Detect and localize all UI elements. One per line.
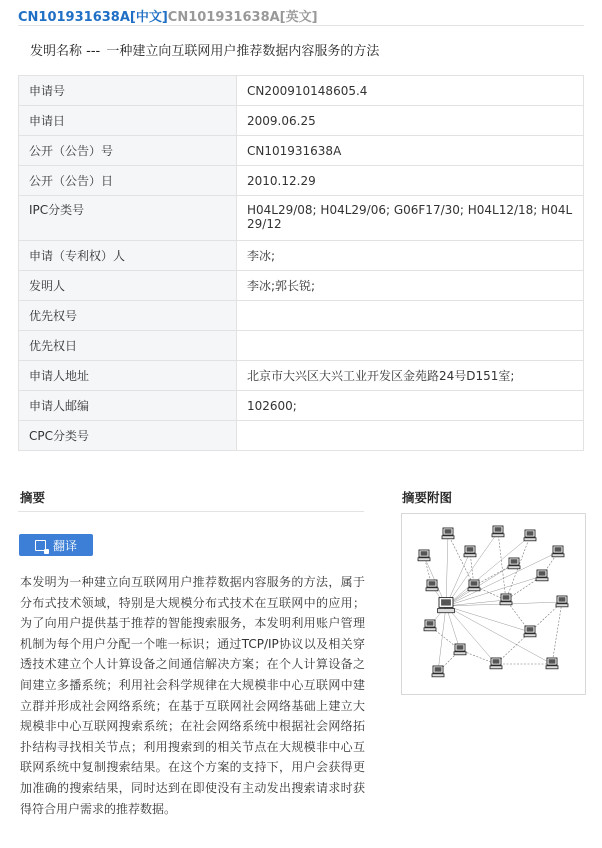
publication-number-en-link[interactable]: CN101931638A[英文] [167, 10, 318, 25]
computer-node-icon [432, 666, 444, 677]
field-label: 发明人 [19, 271, 237, 301]
bibliographic-table [18, 75, 584, 451]
computer-node-icon [442, 528, 454, 539]
computer-node-icon [524, 626, 536, 637]
field-value: 北京市大兴区大兴工业开发区金苑路24号D151室; [237, 361, 584, 391]
computer-node-icon [556, 596, 568, 607]
network-link [446, 534, 448, 606]
publication-number-cn-link[interactable]: CN101931638A[中文] [18, 10, 168, 25]
table-row [19, 241, 584, 271]
field-label: 申请（专利权）人 [19, 241, 237, 271]
field-value [237, 301, 584, 331]
table-row [19, 361, 584, 391]
translate-icon [35, 540, 46, 551]
network-link [438, 606, 446, 672]
invention-title-text: 一种建立向互联网用户推荐数据内容服务的方法 [106, 44, 380, 59]
table-row [19, 166, 584, 196]
invention-title: 发明名称 --- 一种建立向互联网用户推荐数据内容服务的方法 [30, 44, 380, 59]
table-row [19, 76, 584, 106]
field-label: CPC分类号 [19, 421, 237, 451]
computer-node-icon [454, 644, 466, 655]
field-value: H04L29/08; H04L29/06; G06F17/30; H04L12/18; H04L29/12 [237, 196, 584, 241]
table-row [19, 196, 584, 241]
computer-node-icon [426, 580, 438, 591]
field-label: 公开（公告）号 [19, 136, 237, 166]
network-diagram-image [402, 514, 585, 694]
computer-node-icon [468, 580, 480, 591]
field-label: 公开（公告）日 [19, 166, 237, 196]
field-value: 李冰;郭长锐; [237, 271, 584, 301]
field-label: 优先权号 [19, 301, 237, 331]
computer-node-icon [536, 570, 548, 581]
table-row [19, 271, 584, 301]
computer-node-icon [524, 530, 536, 541]
table-row [19, 331, 584, 361]
network-link [498, 532, 506, 600]
abstract-text: 本发明为一种建立向互联网用户推荐数据内容服务的方法，属于分布式技术领域，特别是大规模分布式技术在互联网中的应用；为了向用户提供基于推荐的智能搜索服务，本发明利用账户管理机制为每个用户分配一个唯一标识；通过TCP/IP协议以及相关穿透技术建立个人计算设备之间通信解决方案；在个人计算设备之间建立多播系统；利用社会科学规律在大规模非中心互联网中建立群并形成社会网络系统；在基于互联网社会网络基础上建立大规模非中心互联网搜索系统；在社会网络系统中根据社会网络拓扑结构寻找相关节点；利用搜索到的相关节点在大规模非中心互联网系统中复制搜索结果。在这个方案的支持下，用户会获得更加准确的搜索结果，同时达到在即使没有主动发出搜索请求时获得符合用户需求的推荐数据。 [20, 575, 365, 816]
computer-node-icon [492, 526, 504, 537]
field-label: 申请日 [19, 106, 237, 136]
publication-header [18, 6, 318, 25]
table-row [19, 421, 584, 451]
computer-node-icon [490, 658, 502, 669]
network-link [552, 602, 562, 664]
field-value [237, 331, 584, 361]
field-value: 2009.06.25 [237, 106, 584, 136]
abstract-figure-heading: 摘要附图 [402, 490, 453, 505]
network-link [446, 576, 542, 606]
field-value: 2010.12.29 [237, 166, 584, 196]
field-label: IPC分类号 [19, 196, 237, 241]
computer-node-icon [552, 546, 564, 557]
field-value: 102600; [237, 391, 584, 421]
field-label: 申请号 [19, 76, 237, 106]
network-link [448, 534, 474, 586]
computer-node-icon [418, 550, 430, 561]
abstract-divider [18, 511, 364, 512]
abstract-heading: 摘要 [20, 490, 46, 505]
field-label: 申请人地址 [19, 361, 237, 391]
translate-button-label: 翻译 [52, 538, 77, 553]
network-link [446, 606, 496, 664]
field-label: 申请人邮编 [19, 391, 237, 421]
invention-title-label: 发明名称 [30, 44, 83, 59]
field-label: 优先权日 [19, 331, 237, 361]
table-row [19, 136, 584, 166]
computer-node-icon [464, 546, 476, 557]
header-divider [18, 25, 584, 26]
table-row [19, 391, 584, 421]
field-value: CN200910148605.4 [237, 76, 584, 106]
table-row [19, 106, 584, 136]
abstract-figure[interactable] [401, 513, 586, 695]
field-value [237, 421, 584, 451]
table-row [19, 301, 584, 331]
network-link [446, 606, 530, 632]
computer-node-icon [546, 658, 558, 669]
computer-node-icon [508, 558, 520, 569]
hub-computer-icon [438, 598, 455, 613]
field-value: 李冰; [237, 241, 584, 271]
translate-button[interactable] [19, 534, 93, 556]
computer-node-icon [424, 620, 436, 631]
computer-node-icon [500, 594, 512, 605]
field-value: CN101931638A [237, 136, 584, 166]
